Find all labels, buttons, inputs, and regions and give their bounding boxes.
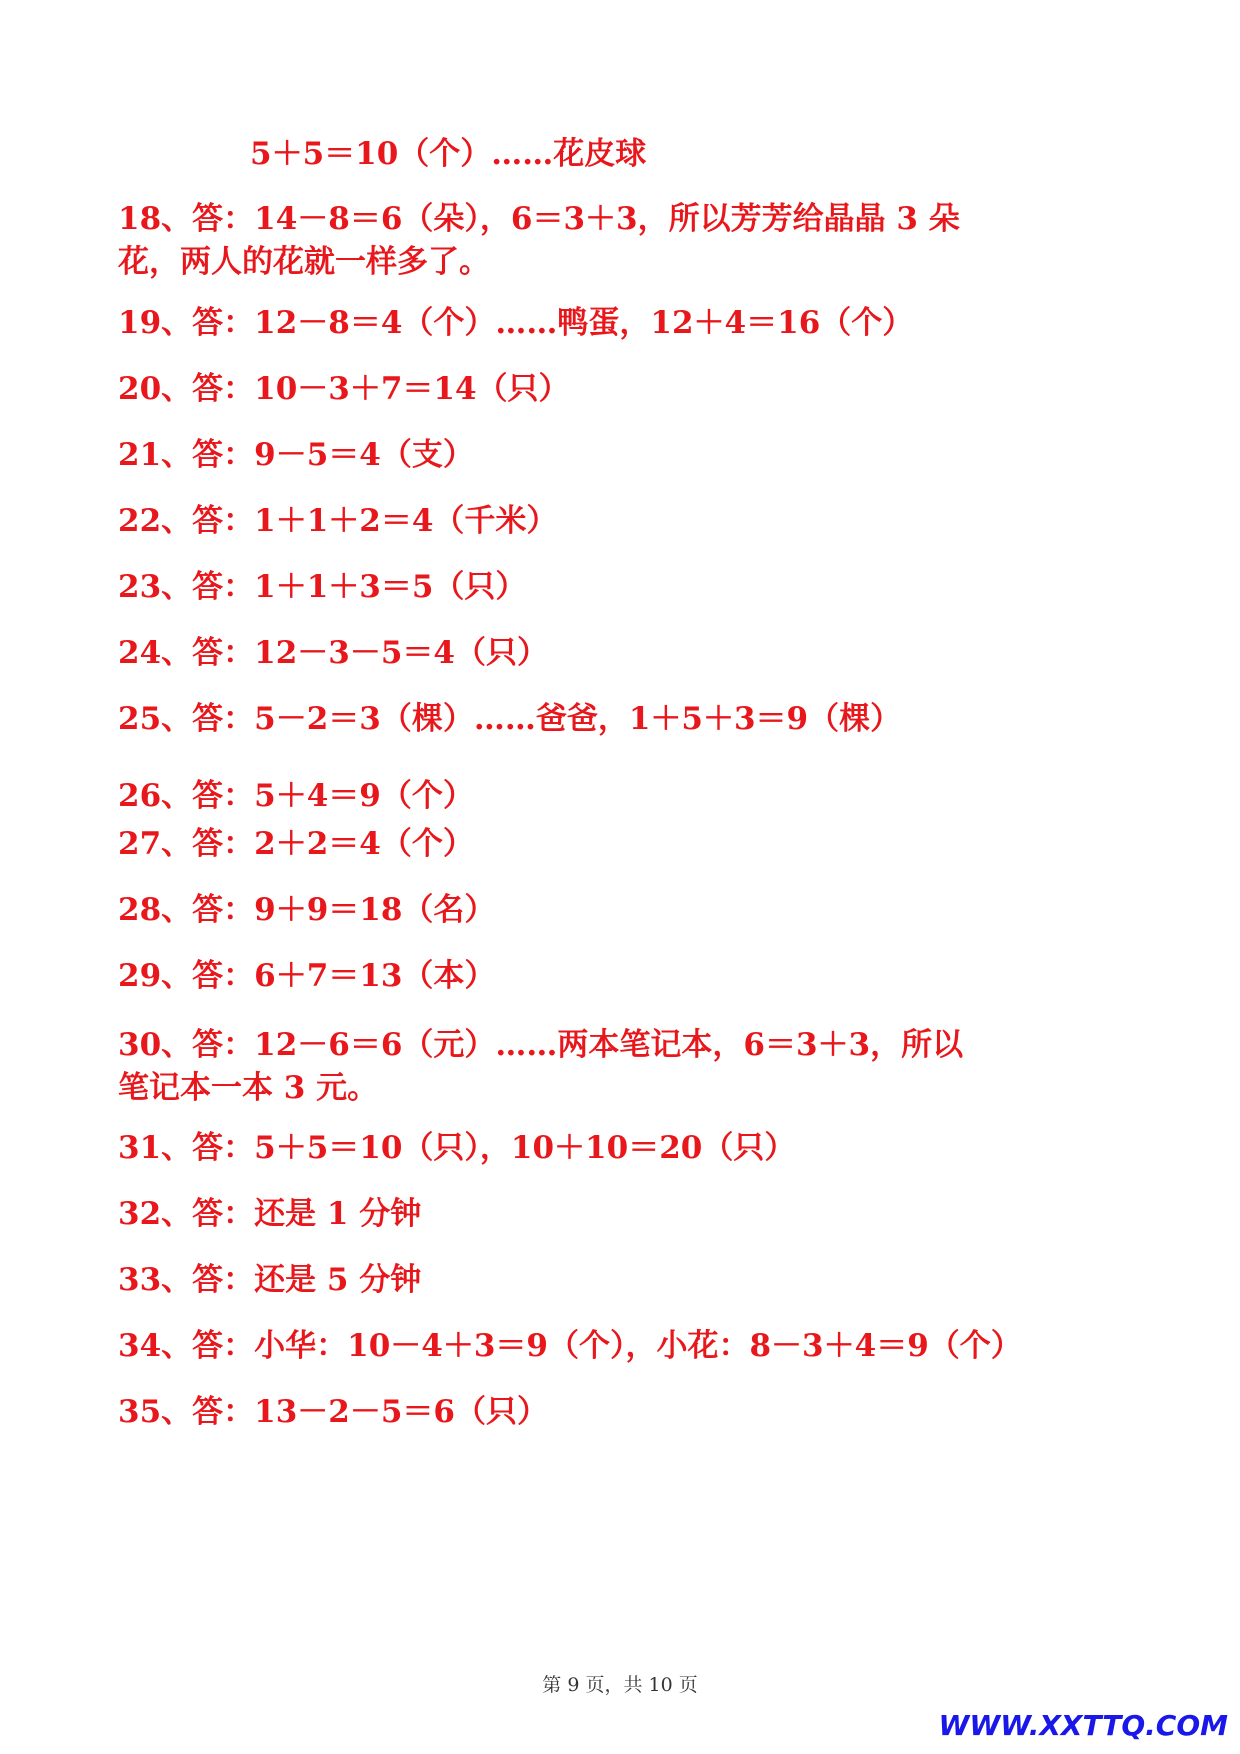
answer-20: 20、答：10－3＋7＝14（只） (118, 371, 570, 407)
answer-33: 33、答：还是 5 分钟 (118, 1262, 422, 1298)
answer-35: 35、答：13－2－5＝6（只） (118, 1394, 548, 1430)
answer-21: 21、答：9－5＝4（支） (118, 437, 474, 473)
answer-25: 25、答：5－2＝3（棵）……爸爸，1＋5＋3＝9（棵） (118, 701, 902, 737)
answer-34: 34、答：小华：10－4＋3＝9（个），小花：8－3＋4＝9（个） (118, 1328, 1022, 1364)
answer-18: 18、答：14－8＝6（朵），6＝3＋3，所以芳芳给晶晶 3 朵花，两人的花就一样多了。 (118, 201, 960, 280)
answer-23: 23、答：1＋1＋3＝5（只） (118, 569, 527, 605)
answer-31: 31、答：5＋5＝10（只），10＋10＝20（只） (118, 1130, 796, 1166)
answer-28: 28、答：9＋9＝18（名） (118, 892, 496, 928)
answer-17-continuation: 5＋5＝10（个）……花皮球 (250, 136, 647, 172)
answer-24: 24、答：12－3－5＝4（只） (118, 635, 548, 671)
site-watermark: WWW.XXTTQ.COM (938, 1709, 1228, 1742)
answer-22: 22、答：1＋1＋2＝4（千米） (118, 503, 558, 539)
answer-30: 30、答：12－6＝6（元）……两本笔记本，6＝3＋3，所以笔记本一本 3 元。 (118, 1027, 964, 1106)
answer-19: 19、答：12－8＝4（个）……鸭蛋，12＋4＝16（个） (118, 305, 914, 341)
page-number-footer: 第 9 页，共 10 页 (542, 1674, 698, 1696)
answer-29: 29、答：6＋7＝13（本） (118, 958, 496, 994)
answer-26: 26、答：5＋4＝9（个） (118, 778, 474, 814)
answer-27: 27、答：2＋2＝4（个） (118, 826, 474, 862)
answer-32: 32、答：还是 1 分钟 (118, 1196, 422, 1232)
